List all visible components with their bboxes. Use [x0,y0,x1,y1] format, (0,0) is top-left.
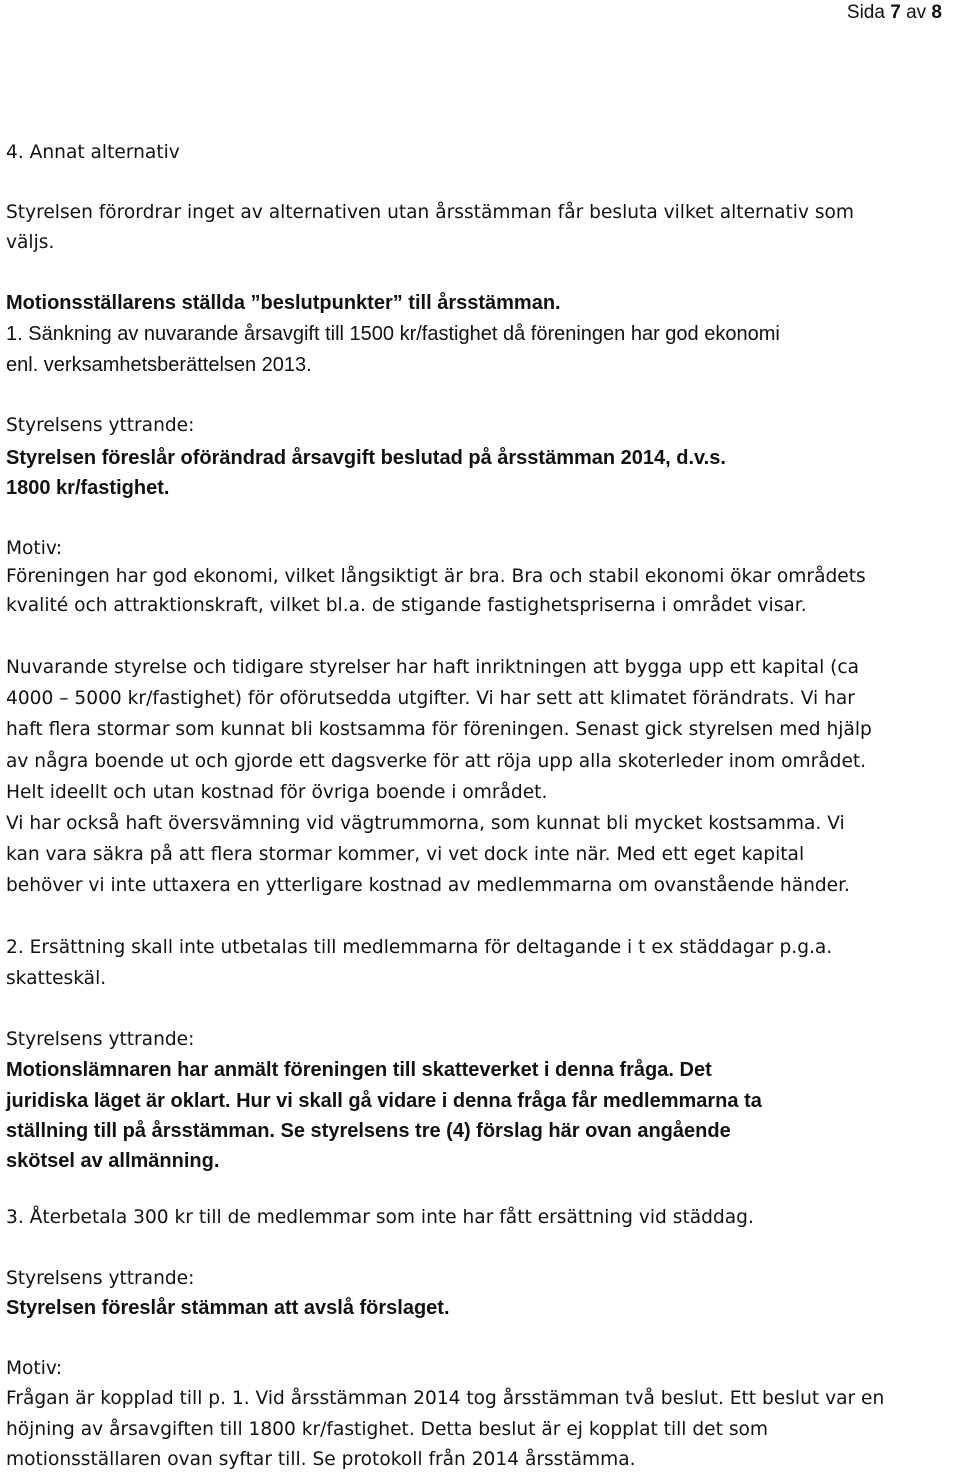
body-line: 3. Återbetala 300 kr till de medlemmar som inte har fått ersättning vid städdag. [6,1207,754,1228]
body-line: motionsställaren ovan syftar till. Se protokoll från 2014 årsstämma. [6,1449,636,1470]
page-total: 8 [931,2,942,23]
page-separator: av [906,2,927,23]
body-line: av några boende ut och gjorde ett dagsverke för att röja upp alla skoterleder inom området. [6,751,867,772]
body-line: 1. Sänkning av nuvarande årsavgift till 1500 kr/fastighet då föreningen har god ekonomi [6,323,780,345]
subheading: Styrelsens yttrande: [6,1029,195,1050]
bold-statement: skötsel av allmänning. [6,1150,220,1172]
body-line: Frågan är kopplad till p. 1. Vid årsstämman 2014 tog årsstämman två beslut. Ett beslut var en [6,1388,885,1409]
subheading: Styrelsens yttrande: [6,1268,195,1289]
bold-statement: Styrelsen föreslår stämman att avslå förslaget. [6,1297,450,1319]
subheading: Styrelsens yttrande: [6,415,195,436]
subheading: Motiv: [6,538,63,559]
body-line: Vi har också haft översvämning vid vägtrummorna, som kunnat bli mycket kostsamma. Vi [6,813,845,834]
body-line: Styrelsen förordrar inget av alternativen utan årsstämman får besluta vilket alternativ som [6,202,855,223]
section-heading: 4. Annat alternativ [6,142,180,163]
body-line: haft flera stormar som kunnat bli kostsamma för föreningen. Senast gick styrelsen med hjälp [6,719,872,740]
bold-statement: juridiska läget är oklart. Hur vi skall gå vidare i denna fråga får medlemmarna ta [6,1090,762,1112]
page-prefix: Sida [846,2,885,23]
body-line: väljs. [6,232,55,253]
body-line: behöver vi inte uttaxera en ytterligare kostnad av medlemmarna om ovanstående händer. [6,875,850,896]
bold-statement: Motionslämnaren har anmält föreningen till skatteverket i denna fråga. Det [6,1059,712,1081]
body-line: 4000 – 5000 kr/fastighet) för oförutsedda utgifter. Vi har sett att klimatet förändrats. Vi har [6,688,855,709]
bold-statement: Styrelsen föreslår oförändrad årsavgift beslutad på årsstämman 2014, d.v.s. [6,447,726,469]
page-number [847,2,942,24]
body-line: höjning av årsavgiften till 1800 kr/fastighet. Detta beslut är ej kopplat till det som [6,1419,768,1440]
subheading: Motiv: [6,1358,63,1379]
body-line: Föreningen har god ekonomi, vilket långsiktigt är bra. Bra och stabil ekonomi ökar områdets [6,566,866,587]
body-line: 2. Ersättning skall inte utbetalas till medlemmarna för deltagande i t ex städdagar p.g.a. [6,937,833,958]
body-line: kan vara säkra på att flera stormar kommer, vi vet dock inte när. Med ett eget kapital [6,844,805,865]
body-line: enl. verksamhetsberättelsen 2013. [6,354,312,376]
body-line: Nuvarande styrelse och tidigare styrelser har haft inriktningen att bygga upp ett kapital (ca [6,657,860,678]
bold-heading: Motionsställarens ställda ”beslutpunkter” till årsstämman. [6,292,561,314]
page-current: 7 [890,2,901,23]
bold-statement: ställning till på årsstämman. Se styrelsens tre (4) förslag här ovan angående [6,1120,731,1142]
bold-statement: 1800 kr/fastighet. [6,477,170,499]
body-line: Helt ideellt och utan kostnad för övriga boende i området. [6,782,548,803]
body-line: skatteskäl. [6,968,107,989]
body-line: kvalité och attraktionskraft, vilket bl.a. de stigande fastighetspriserna i området visar. [6,595,807,616]
